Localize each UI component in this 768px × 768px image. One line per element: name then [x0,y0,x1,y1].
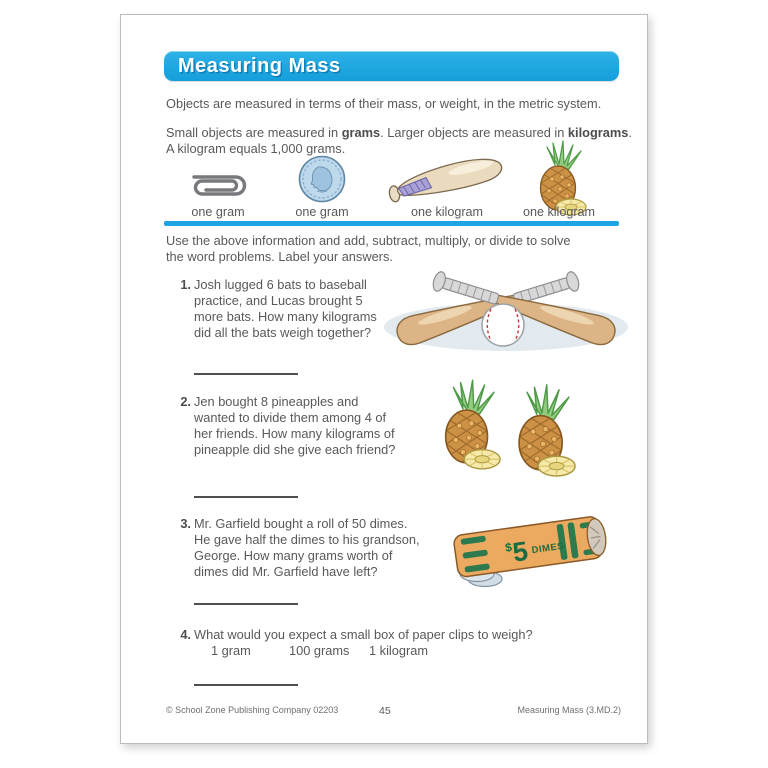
two-pineapples-illustration [431,371,583,485]
roll-currency-symbol: $ [504,540,513,555]
problem-2-text: Jen bought 8 pineapples and wanted to divide them among 4 of her friends. How many kilograms of pineapple did she give each friend? [194,394,396,457]
label-one-kilogram-bat: one kilogram [410,205,484,219]
instructions-line-2: the word problems. Label your answers. [166,249,393,264]
problem-3-answer-blank[interactable] [194,603,298,605]
label-one-gram-clip: one gram [191,205,245,219]
baseball-bat-icon [381,151,509,207]
worksheet-page [120,14,648,744]
footer-standard-reference: Measuring Mass (3.MD.2) [517,705,621,715]
instructions-line-1: Use the above information and add, subtract, multiply, or divide to solve [166,233,571,248]
term-kilograms: kilograms [567,125,629,140]
problem-4-answer-blank[interactable] [194,684,298,686]
crossed-bats-baseball-illustration [377,265,635,365]
problem-1-text: Josh lugged 6 bats to baseball practice, and Lucas brought 5 more bats. How many kilograms did all the bats weigh together? [194,277,377,340]
problem-4-number: 4. [180,627,191,642]
intro-line-2: Small objects are measured in grams. Larger objects are measured in kilograms. [166,125,632,140]
problem-2-answer-blank[interactable] [194,496,298,498]
roll-value: 5 [510,535,530,568]
intro-line-3: A kilogram equals 1,000 grams. [166,141,346,156]
term-grams: grams [341,125,381,140]
problem-1-answer-blank[interactable] [194,373,298,375]
section-divider [164,221,619,226]
problem-4-option-100-grams[interactable]: 100 grams [289,643,350,658]
problem-3-number: 3. [180,516,191,531]
label-one-gram-dime: one gram [295,205,349,219]
footer-copyright: © School Zone Publishing Company 02203 [166,705,339,715]
problem-4-text: What would you expect a small box of paper clips to weigh? [194,627,533,642]
footer-page-number: 45 [379,705,391,717]
problem-1-number: 1. [180,277,191,292]
roll-unit-label: DIMES [531,540,565,557]
problem-3-text: Mr. Garfield bought a roll of 50 dimes. He gave half the dimes to his grandson, George. How many grams worth of dimes did Mr. Garfield have left? [194,516,420,579]
dime-icon [297,153,347,205]
paper-clip-icon [179,165,257,205]
problem-2-number: 2. [180,394,191,409]
problem-4-option-1-kilogram[interactable]: 1 kilogram [369,643,429,658]
intro-line-1: Objects are measured in terms of their mass, or weight, in the metric system. [166,96,602,111]
roll-of-dimes-illustration [433,503,629,595]
problem-4-option-1-gram[interactable]: 1 gram [211,643,251,658]
title-bar [164,51,619,81]
page-title: Measuring Mass [178,55,341,77]
label-one-kilogram-pineapple: one kilogram [522,205,596,219]
